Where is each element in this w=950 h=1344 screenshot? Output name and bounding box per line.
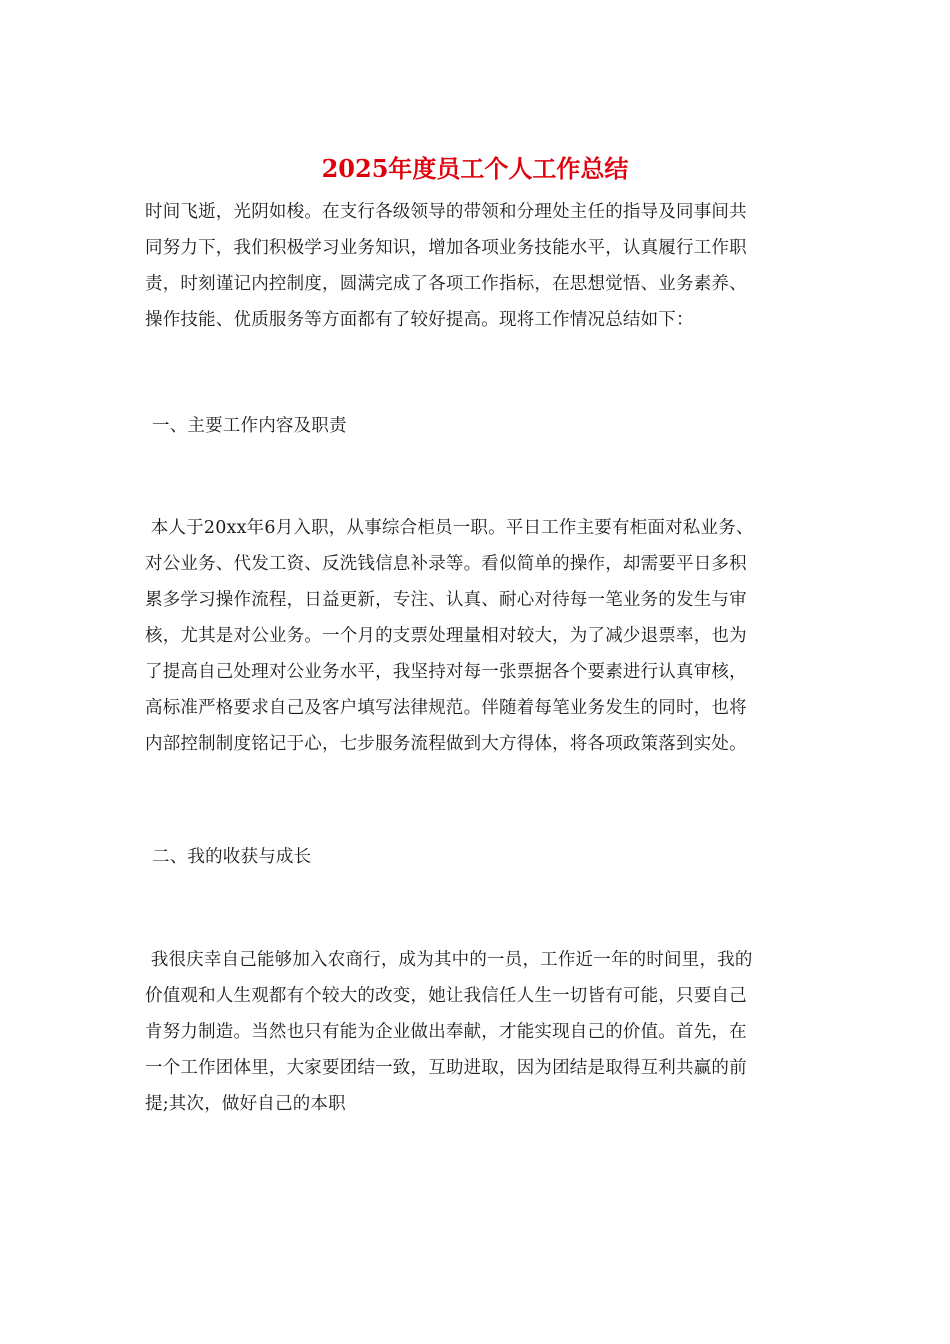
section1-paragraph bbox=[145, 510, 810, 762]
section1-line: 对公业务、代发工资、反洗钱信息补录等。看似简单的操作，却需要平日多积 bbox=[145, 554, 747, 574]
section-heading-1: 一、主要工作内容及职责 bbox=[152, 416, 347, 436]
section2-line: 提;其次，做好自己的本职 bbox=[145, 1094, 346, 1114]
intro-paragraph bbox=[145, 194, 810, 338]
intro-line: 责，时刻谨记内控制度，圆满完成了各项工作指标，在思想觉悟、业务素养、 bbox=[145, 274, 747, 294]
section1-line: 高标准严格要求自己及客户填写法律规范。伴随着每笔业务发生的同时，也将 bbox=[145, 698, 747, 718]
intro-line: 操作技能、优质服务等方面都有了较好提高。现将工作情况总结如下： bbox=[145, 310, 694, 330]
section2-line: 我很庆幸自己能够加入农商行，成为其中的一员，工作近一年的时间里，我的 bbox=[145, 950, 753, 970]
section2-line: 一个工作团体里，大家要团结一致，互助进取，因为团结是取得互利共赢的前 bbox=[145, 1058, 747, 1078]
section1-line: 累多学习操作流程，日益更新，专注、认真、耐心对待每一笔业务的发生与审 bbox=[145, 590, 747, 610]
section2-line: 肯努力制造。当然也只有能为企业做出奉献，才能实现自己的价值。首先，在 bbox=[145, 1022, 747, 1042]
section2-line: 价值观和人生观都有个较大的改变，她让我信任人生一切皆有可能，只要自己 bbox=[145, 986, 747, 1006]
section1-line: 内部控制制度铭记于心，七步服务流程做到大方得体，将各项政策落到实处。 bbox=[145, 734, 747, 754]
section2-paragraph bbox=[145, 942, 810, 1122]
document-title: 2025年度员工个人工作总结 bbox=[321, 154, 629, 183]
intro-line: 同努力下，我们积极学习业务知识，增加各项业务技能水平，认真履行工作职 bbox=[145, 238, 747, 258]
section1-line: 了提高自己处理对公业务水平，我坚持对每一张票据各个要素进行认真审核， bbox=[145, 662, 747, 682]
section1-line: 本人于20xx年6月入职，从事综合柜员一职。平日工作主要有柜面对私业务、 bbox=[145, 518, 754, 538]
section-heading-2: 二、我的收获与成长 bbox=[152, 847, 312, 867]
section1-line: 核，尤其是对公业务。一个月的支票处理量相对较大，为了减少退票率，也为 bbox=[145, 626, 747, 646]
intro-line: 时间飞逝，光阴如梭。在支行各级领导的带领和分理处主任的指导及同事间共 bbox=[145, 202, 747, 222]
